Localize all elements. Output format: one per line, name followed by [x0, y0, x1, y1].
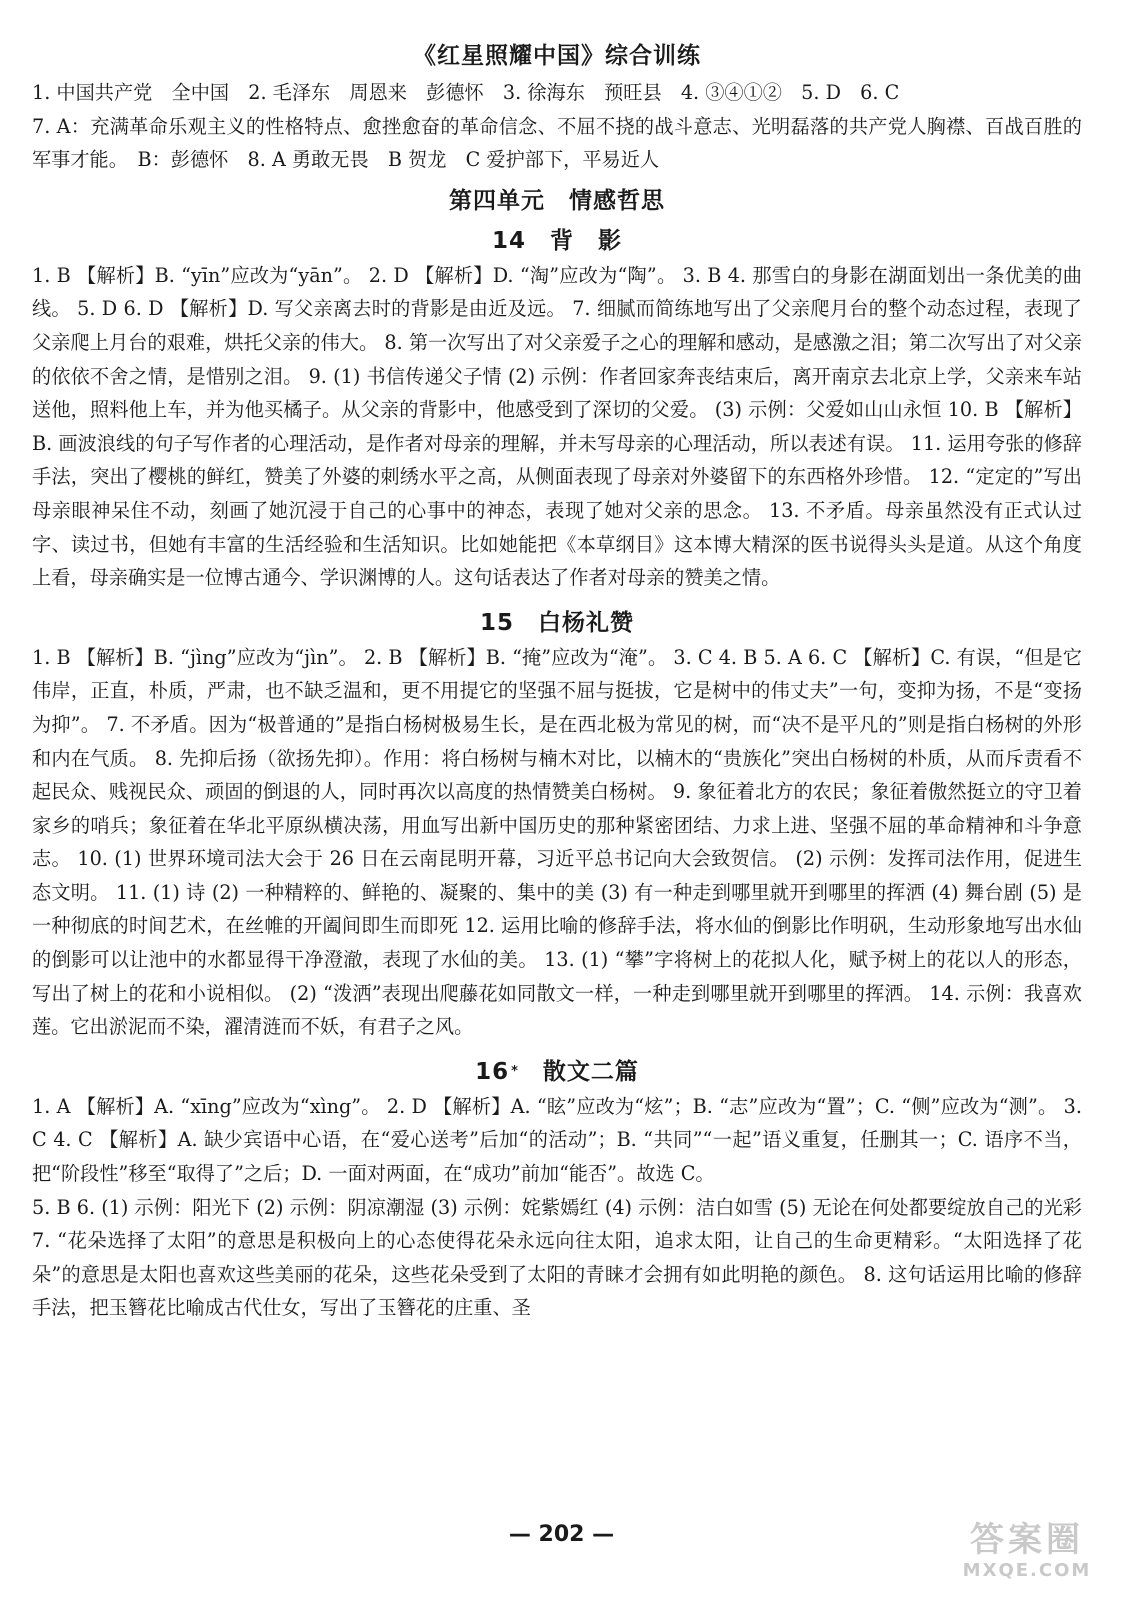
watermark-text: 答案圈	[970, 1520, 1084, 1560]
page-number: — 202 —	[508, 1522, 615, 1547]
lesson-title: 15 白杨礼赞	[479, 609, 634, 636]
lesson-answers: 1. B 【解析】B. “yīn”应改为“yān”。 2. D 【解析】D. “淘”应改为“陶”。 3. B 4. 那雪白的身影在湖面划出一条优美的曲线。 5. D 6. D 【解析】D. 写父亲离去时的背影是由近及远。 7. 细腻而简练地写出了父亲爬月台的整个动态过程，表现了父亲爬上月台的艰难，烘托父亲的伟大。 8. 第一次写出了对父亲爱子之心的理解和感动，是感激之泪；第二次写出了对父亲的依依不舍之情，是惜别之泪。 9. (1) 书信传递父子情 (2) 示例：作者回家奔丧结束后，离开南京去北京上学，父亲来车站送他，照料他上车，并为他买橘子。从父亲的背影中，他感受到了深切的父爱。 (3) 示例：父爱如山山永恒 10. B 【解析】B. 画波浪线的句子写作者的心理活动，是作者对母亲的理解，并未写母亲的心理活动，所以表述有误。 11. 运用夸张的修辞手法，突出了樱桃的鲜红，赞美了外婆的刺绣水平之高，从侧面表现了母亲对外婆留下的东西格外珍惜。 12. “定定的”写出母亲眼神呆住不动，刻画了她沉浸于自己的心事中的神态，表现了她对父亲的思念。 13. 不矛盾。母亲虽然没有正式认过字、读过书，但她有丰富的生活经验和生活知识。比如她能把《本草纲目》这本博大精深的医书说得头头是道。从这个角度上看，母亲确实是一位博古通今、学识渊博的人。这句话表达了作者对母亲的赞美之情。	[32, 263, 1082, 590]
lesson-answers: 1. A 【解析】A. “xīng”应改为“xìng”。 2. D 【解析】A. “眩”应改为“炫”；B. “志”应改为“置”；C. “侧”应改为“测”。 3. C 4. C 【解析】A. 缺少宾语中心语，在“爱心送考”后加“的活动”；B. “共同”“一起”语义重复，任删其一；C. 语序不当，把“阶段性”移至“取得了”之后；D. 一面对两面，在“成功”前加“能否”。故选 C。	[32, 1094, 1082, 1186]
answer-line: 1. 中国共产党 全中国 2. 毛泽东 周恩来 彭德怀 3. 徐海东 预旺县 4. ③④①② 5. D 6. C	[32, 81, 900, 104]
answer-page	[32, 38, 1082, 1325]
answer-line: 7. A：充满革命乐观主义的性格特点、愈挫愈奋的革命信念、不屈不挠的战斗意志、光明磊落的共产党人胸襟、百战百胜的军事才能。 B：彭德怀 8. A 勇敢无畏 B 贺龙 C 爱护部下，平易近人	[32, 114, 1082, 172]
lesson-answers: 1. B 【解析】B. “jìng”应改为“jìn”。 2. B 【解析】B. “掩”应改为“淹”。 3. C 4. B 5. A 6. C 【解析】C. 有误，“但是它伟岸，正直，朴质，严肃，也不缺乏温和，更不用提它的坚强不屈与挺拔，它是树中的伟丈夫”一句，变抑为扬，不是“变扬为抑”。 7. 不矛盾。因为“极普通的”是指白杨树极易生长，是在西北极为常见的树，而“决不是平凡的”则是指白杨树的外形和内在气质。 8. 先抑后扬（欲扬先抑）。作用：将白杨树与楠木对比，以楠木的“贵族化”突出白杨树的朴质，从而斥责看不起民众、贱视民众、顽固的倒退的人，同时再次以高度的热情赞美白杨树。 9. 象征着北方的农民；象征着傲然挺立的守卫着家乡的哨兵；象征着在华北平原纵横决荡，用血写出新中国历史的那种紧密团结、力求上进、坚强不屈的革命精神和斗争意志。 10. (1) 世界环境司法大会于 26 日在云南昆明开幕，习近平总书记向大会致贺信。 (2) 示例：发挥司法作用，促进生态文明。 11. (1) 诗 (2) 一种精粹的、鲜艳的、凝聚的、集中的美 (3) 有一种走到哪里就开到哪里的挥洒 (4) 舞台剧 (5) 是一种彻底的时间艺术，在丝帷的开阖间即生而即死 12. 运用比喻的修辞手法，将水仙的倒影比作明矾，生动形象地写出水仙的倒影可以让池中的水都显得干净澄澈，表现了水仙的美。 13. (1) “攀”字将树上的花拟人化，赋予树上的花以人的形态，写出了树上的花和小说相似。 (2) “泼洒”表现出爬藤花如同散文一样，一种走到哪里就开到哪里的挥洒。 14. 示例：我喜欢莲。它出淤泥而不染，濯清涟而不妖，有君子之风。	[32, 645, 1082, 1039]
lesson-name: 散文二篇	[518, 1058, 639, 1085]
lesson-number: 16	[475, 1058, 510, 1085]
optional-lesson-mark: *	[511, 1063, 519, 1079]
watermark-url: MXQE.COM	[962, 1560, 1092, 1581]
watermark-logo	[947, 1520, 1107, 1588]
lesson-title	[32, 1054, 1082, 1090]
section-title: 《红星照耀中国》综合训练	[413, 43, 701, 69]
lesson-title: 14 背 影	[491, 227, 622, 254]
unit-title: 第四单元 情感哲思	[449, 187, 665, 214]
lesson-answers: 5. B 6. (1) 示例：阳光下 (2) 示例：阴凉潮湿 (3) 示例：姹紫嫣红 (4) 示例：洁白如雪 (5) 无论在何处都要绽放自己的光彩 7. “花朵选择了太阳”的意思是积极向上的心态使得花朵永远向往太阳，追求太阳，让自己的生命更精彩。“太阳选择了花朵”的意思是太阳也喜欢这些美丽的花朵，这些花朵受到了太阳的青睐才会拥有如此明艳的颜色。 8. 这句话运用比喻的修辞手法，把玉簪花比喻成古代仕女，写出了玉簪花的庄重、圣	[32, 1195, 1082, 1320]
